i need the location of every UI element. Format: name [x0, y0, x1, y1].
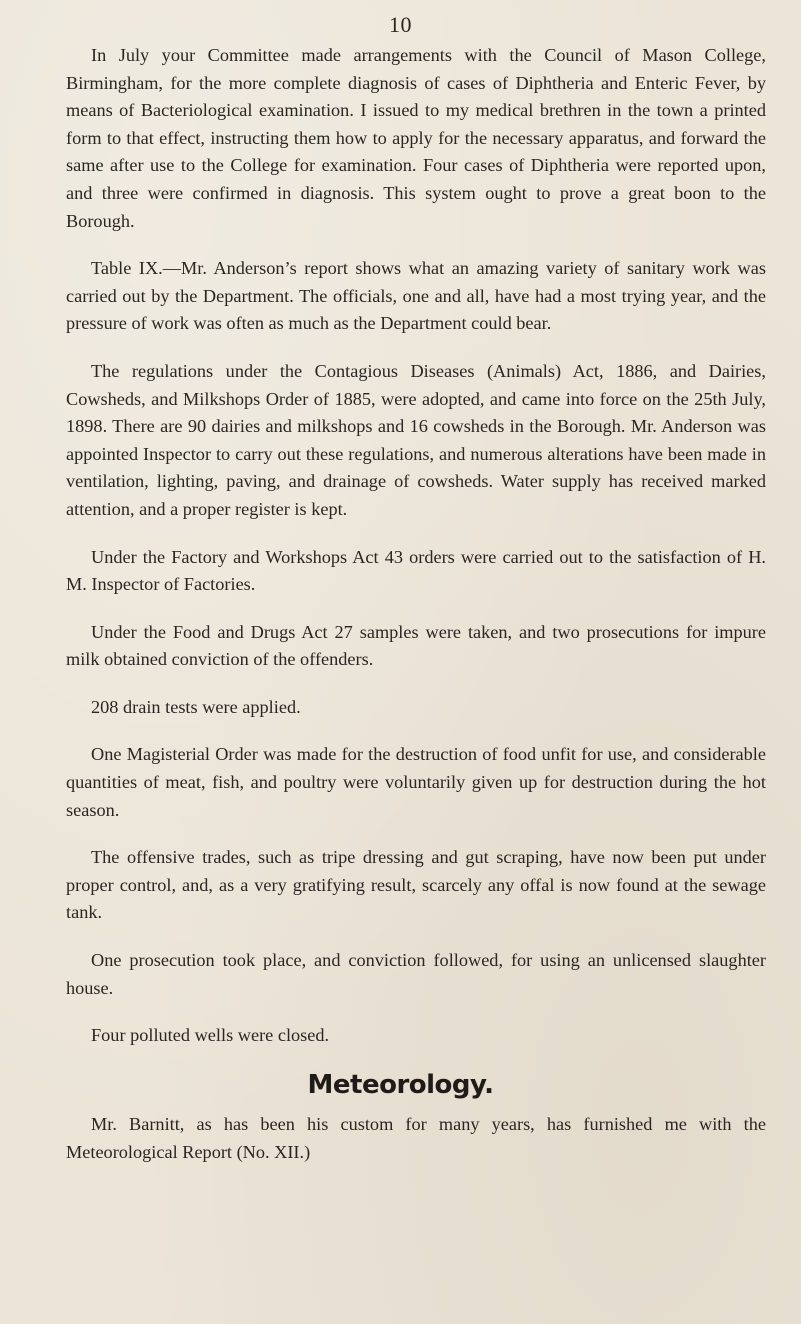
paragraph-factory: Under the Factory and Workshops Act 43 orders were carried out to the satisfaction of H. M. Inspector of Factories. [66, 546, 766, 595]
paragraph-table-ix: Table IX.—Mr. Anderson’s report shows what an amazing variety of sanitary work was carried out by the Department. The officials, one and all, have had a most trying year, and the pressure of work was often as much as the Department could bear. [66, 258, 766, 334]
section-heading: Meteorology. [307, 1070, 494, 1100]
paragraph-meteorology: Mr. Barnitt, as has been his custom for many years, has furnished me with the Meteorological Report (No. XII.) [66, 1114, 766, 1162]
paragraph-drain-tests: 208 drain tests were applied. [91, 696, 301, 717]
page-number: 10 [389, 12, 412, 37]
paragraph-wells: Four polluted wells were closed. [91, 1025, 330, 1046]
body-text [66, 42, 766, 1070]
paragraph-diagnosis: In July your Committee made arrangements with the Council of Mason College, Birmingham, for the more complete diagnosis of cases of Diphtheria and Enteric Fever, by means of Bacteriological examination. I issued to my medical brethren in the town a printed form to that effect, instructing them how to apply for the necessary apparatus, and forward the same after use to the College for examination. Four cases of Diphtheria were reported upon, and three were confirmed in diagnosis. This system ought to prove a great boon to the Borough. [66, 45, 766, 231]
paragraph-food-drugs: Under the Food and Drugs Act 27 samples were taken, and two prosecutions for impure milk obtained conviction of the offenders. [66, 621, 766, 670]
paragraph-magisterial-order: One Magisterial Order was made for the destruction of food unfit for use, and considerable quantities of meat, fish, and poultry were voluntarily given up for destruction during the hot season. [66, 744, 766, 820]
paragraph-dairies: The regulations under the Contagious Diseases (Animals) Act, 1886, and Dairies, Cowsheds, and Milkshops Order of 1885, were adopted, and came into force on the 25th July, 1898. There are 90 dairies and milkshops and 16 cowsheds in the Borough. Mr. Anderson was appointed Inspector to carry out these regulations, and numerous alterations have been made in ventilation, lighting, paving, and drainage of cowsheds. Water supply has received marked attention, and a proper register is kept. [66, 360, 766, 519]
paragraph-offensive-trades: The offensive trades, such as tripe dressing and gut scraping, have now been put under proper control, and, as a very gratifying result, scarcely any offal is now found at the sewage tank. [66, 847, 766, 923]
paragraph-prosecution: One prosecution took place, and conviction followed, for using an unlicensed slaughter house. [66, 950, 766, 998]
